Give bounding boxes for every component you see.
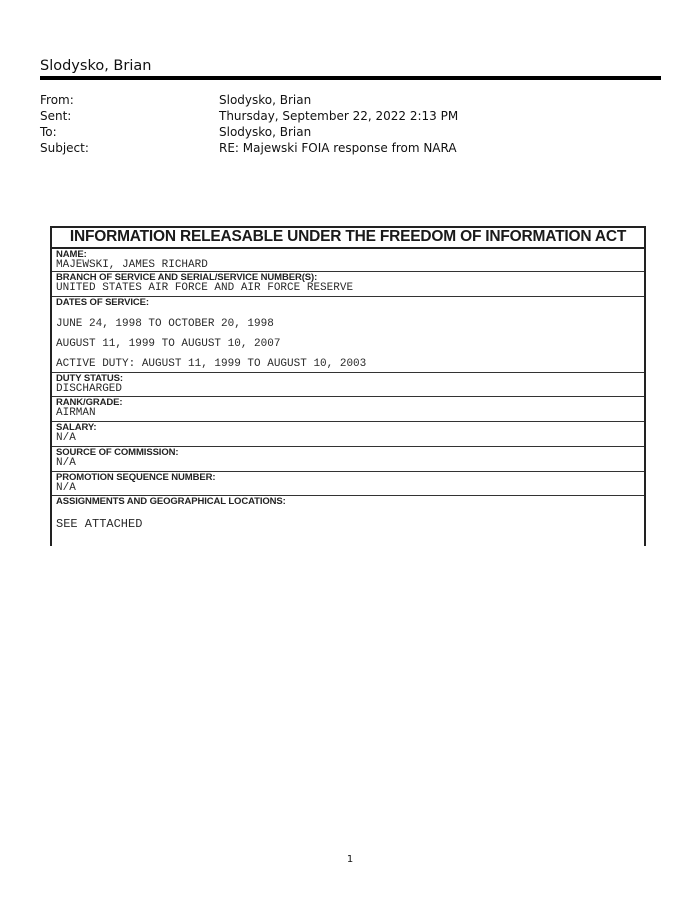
form-title: INFORMATION RELEASABLE UNDER THE FREEDOM OF INFORMATION ACT — [52, 228, 644, 249]
salary-value: N/A — [56, 432, 76, 444]
sent-value: Thursday, September 22, 2022 2:13 PM — [219, 109, 459, 123]
duty-value: DISCHARGED — [56, 383, 123, 395]
commission-value: N/A — [56, 457, 76, 469]
assignments-row — [52, 496, 644, 550]
rank-row — [52, 397, 644, 422]
header-rule — [40, 76, 661, 80]
date-range: JUNE 24, 1998 TO OCTOBER 20, 1998 — [56, 318, 274, 330]
promotion-label: PROMOTION SEQUENCE NUMBER: — [56, 472, 216, 483]
assignments-label: ASSIGNMENTS AND GEOGRAPHICAL LOCATIONS: — [56, 496, 286, 507]
dates-row — [52, 297, 644, 373]
name-row — [52, 249, 644, 272]
assignments-value: SEE ATTACHED — [56, 517, 143, 531]
date-range: ACTIVE DUTY: AUGUST 11, 1999 TO AUGUST 10, 2003 — [56, 358, 367, 370]
sent-label: Sent: — [40, 109, 72, 123]
to-value: Slodysko, Brian — [219, 125, 312, 139]
to-label: To: — [40, 125, 57, 139]
rank-label: RANK/GRADE: — [56, 397, 123, 408]
date-range: AUGUST 11, 1999 TO AUGUST 10, 2007 — [56, 338, 281, 350]
salary-row — [52, 422, 644, 447]
document-owner: Slodysko, Brian — [40, 58, 152, 74]
page-number: 1 — [346, 854, 354, 865]
salary-label: SALARY: — [56, 422, 97, 433]
subject-value: RE: Majewski FOIA response from NARA — [219, 141, 457, 155]
name-label: NAME: — [56, 249, 87, 260]
branch-label: BRANCH OF SERVICE AND SERIAL/SERVICE NUMBER(S): — [56, 272, 318, 283]
duty-row — [52, 373, 644, 397]
promotion-row — [52, 472, 644, 496]
foia-form — [50, 226, 646, 546]
branch-row — [52, 272, 644, 297]
rank-value: AIRMAN — [56, 407, 96, 419]
commission-row — [52, 447, 644, 472]
branch-value: UNITED STATES AIR FORCE AND AIR FORCE RESERVE — [56, 282, 354, 294]
duty-label: DUTY STATUS: — [56, 373, 123, 384]
dates-label: DATES OF SERVICE: — [56, 297, 149, 308]
from-value: Slodysko, Brian — [219, 93, 312, 107]
from-label: From: — [40, 93, 74, 107]
promotion-value: N/A — [56, 482, 76, 494]
name-value: MAJEWSKI, JAMES RICHARD — [56, 259, 208, 271]
commission-label: SOURCE OF COMMISSION: — [56, 447, 179, 458]
subject-label: Subject: — [40, 141, 89, 155]
